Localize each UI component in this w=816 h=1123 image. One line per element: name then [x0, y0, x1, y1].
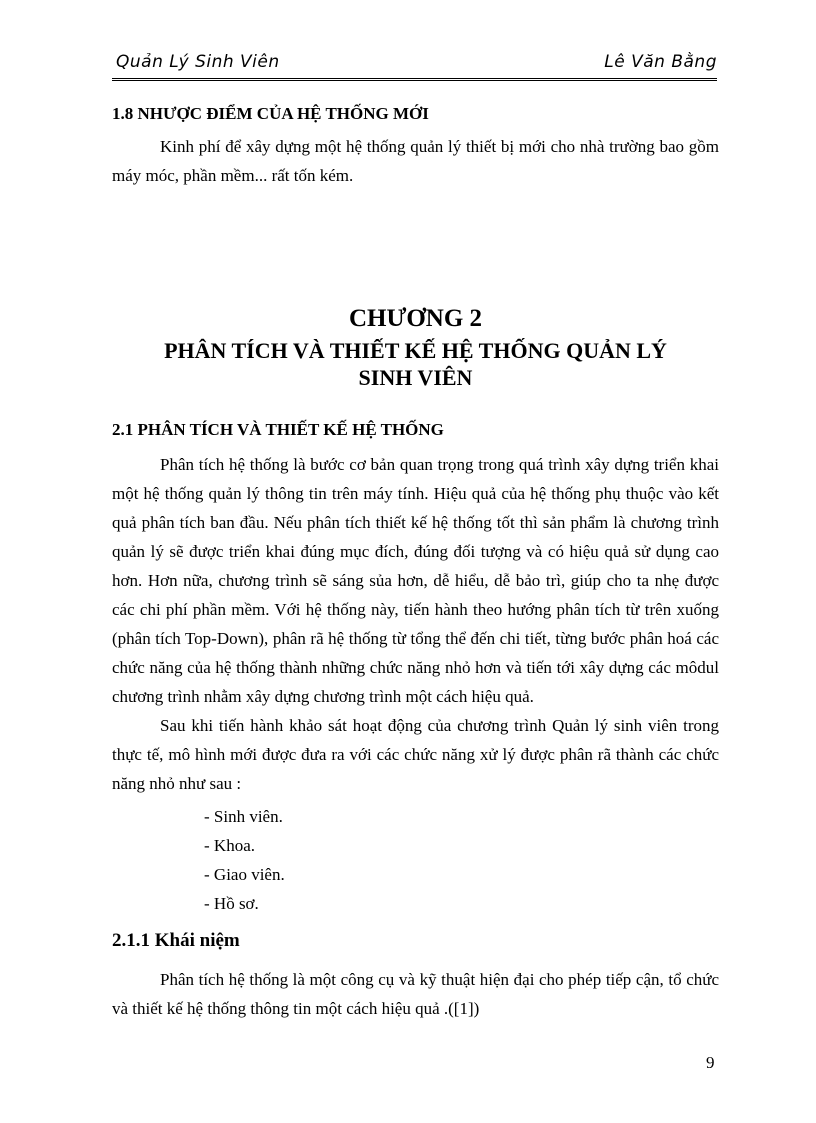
page-number: 9	[706, 1053, 715, 1072]
list-item: - Khoa.	[204, 836, 255, 855]
section-2-1-1-paragraph: Phân tích hệ thống là một công cụ và kỹ thuật hiện đại cho phép tiếp cận, tổ chức và thiết kế hệ thống thông tin một cách hiệu quả .([1])	[112, 970, 719, 1018]
chapter-title-line-2: SINH VIÊN	[358, 365, 473, 390]
function-list	[204, 802, 285, 918]
section-1-8-text: Kinh phí để xây dựng một hệ thống quản lý thiết bị mới cho nhà trường bao gồm máy móc, phần mềm... rất tốn kém.	[112, 137, 719, 185]
header-double-rule	[112, 78, 717, 81]
section-2-1-1-heading: 2.1.1 Khái niệm	[112, 930, 240, 951]
list-item: - Hồ sơ.	[204, 894, 259, 913]
list-item: - Giao viên.	[204, 865, 285, 884]
chapter-title-line-1: PHÂN TÍCH VÀ THIẾT KẾ HỆ THỐNG QUẢN LÝ	[164, 338, 667, 363]
chapter-number: CHƯƠNG 2	[348, 305, 483, 332]
chapter-heading	[112, 305, 719, 391]
list-item: - Sinh viên.	[204, 807, 283, 826]
section-1-8-paragraph	[112, 132, 719, 190]
header-title: Quản Lý Sinh Viên	[116, 52, 280, 72]
section-2-1-heading: 2.1 PHÂN TÍCH VÀ THIẾT KẾ HỆ THỐNG	[112, 420, 444, 439]
header-author: Lê Văn Bằng	[604, 52, 717, 72]
section-2-1-body	[112, 450, 719, 798]
section-2-1-1-body	[112, 965, 719, 1023]
section-2-1-paragraph-2: Sau khi tiến hành khảo sát hoạt động của chương trình Quản lý sinh viên trong thực tế, mô hình mới được đưa ra với các chức năng xử lý được phân rã thành các chức năng nhỏ như sau :	[112, 716, 719, 793]
section-2-1-paragraph-1: Phân tích hệ thống là bước cơ bản quan trọng trong quá trình xây dựng triển khai một hệ thống quản lý thông tin trên máy tính. Hiệu quả của hệ thống phụ thuộc vào kết quả phân tích ban đầu. Nếu phân tích thiết kế hệ thống tốt thì sản phẩm là chương trình quản lý sẽ được triển khai đúng mục đích, đúng đối tượng và có hiệu quả sử dụng cao hơn. Hơn nữa, chương trình sẽ sáng sủa hơn, dễ hiểu, dễ bảo trì, giúp cho ta nhẹ được các chi phí phần mềm. Với hệ thống này, tiến hành theo hướng phân tích từ trên xuống (phân tích Top-Down), phân rã hệ thống từ tổng thể đến chi tiết, từng bước phân hoá các chức năng của hệ thống thành những chức năng nhỏ hơn và tiến tới xây dựng các môdul chương trình nhằm xây dựng chương trình một cách hiệu quả.	[112, 455, 719, 706]
page-header	[112, 52, 717, 82]
section-1-8-heading: 1.8 NHƯỢC ĐIỂM CỦA HỆ THỐNG MỚI	[112, 104, 429, 123]
